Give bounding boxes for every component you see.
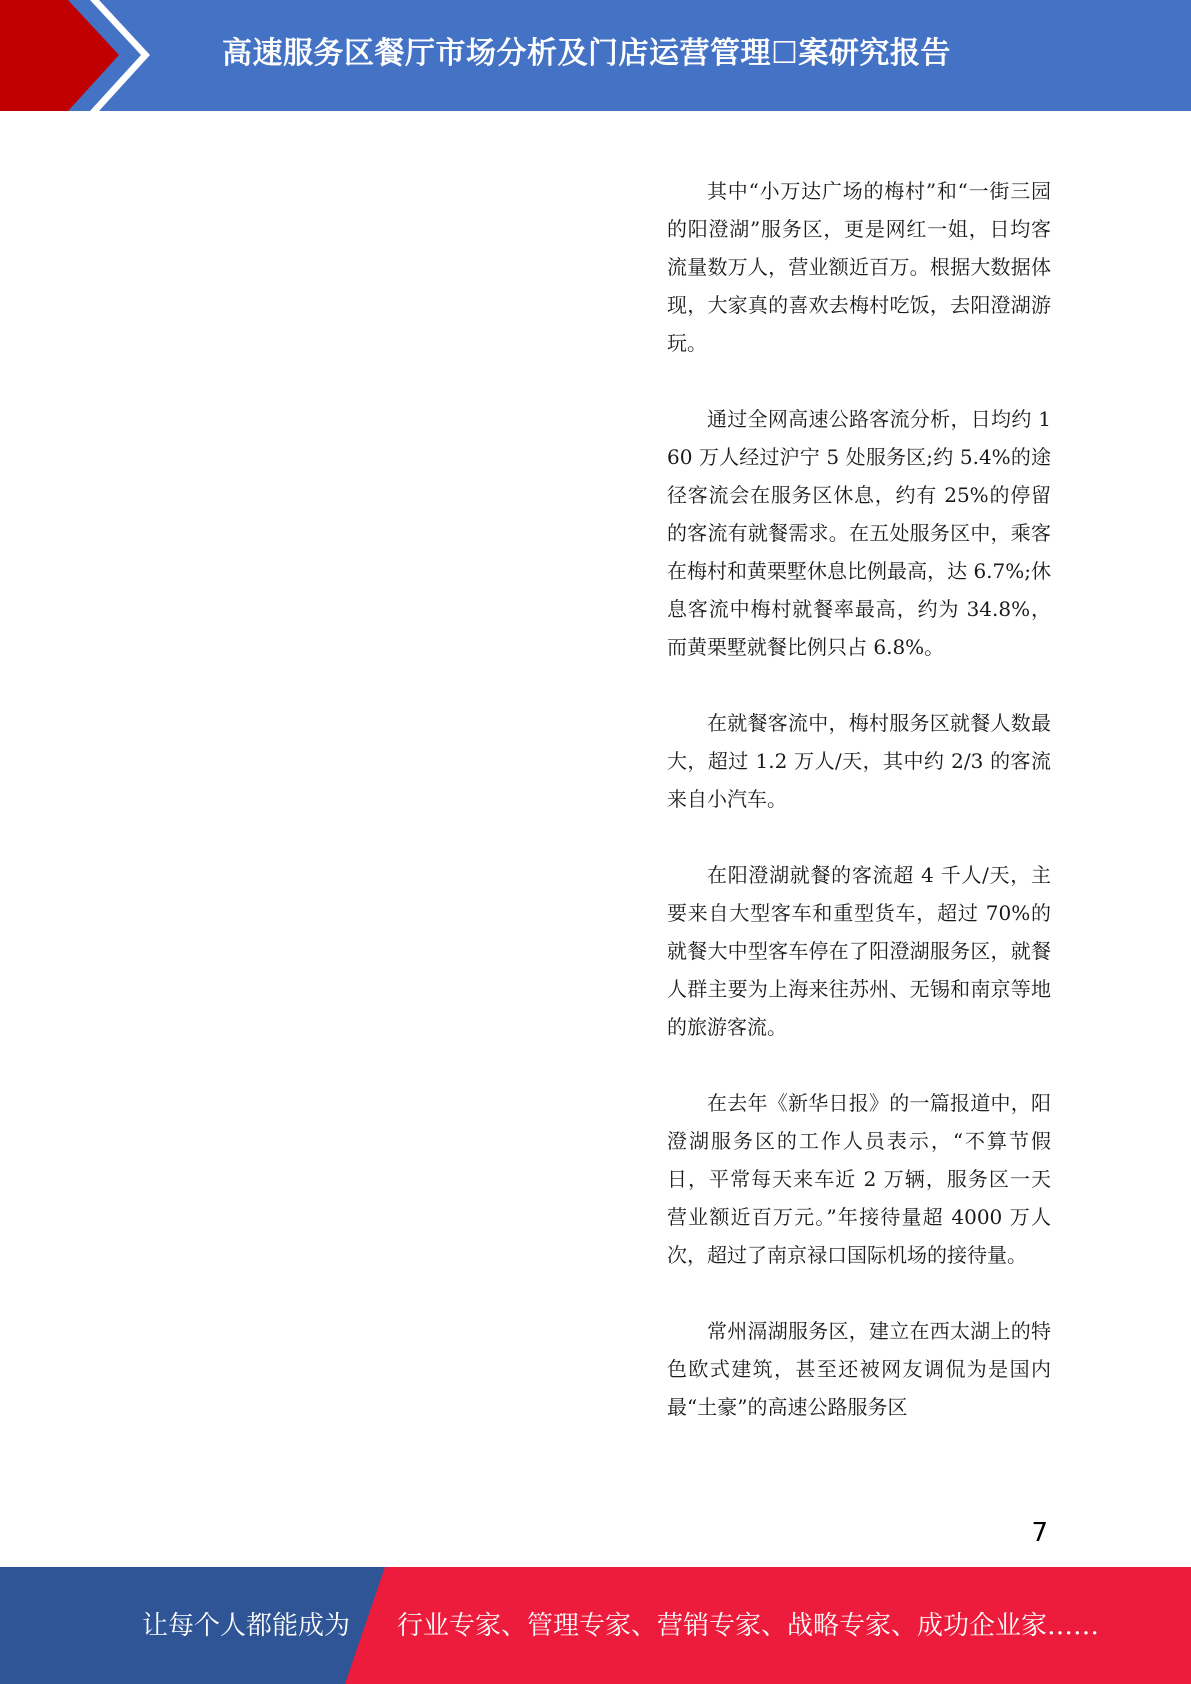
paragraph: 在就餐客流中，梅村服务区就餐人数最大，超过 1.2 万人/天，其中约 2/3 的客流来自小汽车。 [667, 711, 1051, 811]
paragraph: 通过全网高速公路客流分析，日均约 160 万人经过沪宁 5 处服务区;约 5.4%的途径客流会在服务区休息，约有 25%的停留的客流有就餐需求。在五处服务区中，乘客在梅村和黄栗墅休息比例最高，达 6.7%;休息客流中梅村就餐率最高，约为 34.8%，而黄栗墅就餐比例只占 6.8%。 [667, 407, 1051, 659]
paragraph: 其中“小万达广场的梅村”和“一街三园的阳澄湖”服务区，更是网红一姐，日均客流量数万人，营业额近百万。根据大数据体现，大家真的喜欢去梅村吃饭，去阳澄湖游玩。 [667, 179, 1051, 355]
body-text [667, 172, 1051, 1464]
report-title: 高速服务区餐厅市场分析及门店运营管理☐案研究报告 [222, 36, 951, 71]
footer-expert-list: 行业专家、管理专家、营销专家、战略专家、成功企业家…… [397, 1611, 1100, 1641]
paragraph: 在去年《新华日报》的一篇报道中，阳澄湖服务区的工作人员表示，“不算节假日，平常每天来车近 2 万辆，服务区一天营业额近百万元。”年接待量超 4000 万人次，超过了南京禄口国际机场的接待量。 [667, 1091, 1051, 1267]
header-bar [0, 0, 1191, 111]
page-number: 7 [1031, 1518, 1048, 1548]
footer-slogan: 让每个人都能成为 [142, 1611, 351, 1641]
footer-banner [0, 1567, 1191, 1684]
paragraph: 在阳澄湖就餐的客流超 4 千人/天，主要来自大型客车和重型货车，超过 70%的就餐大中型客车停在了阳澄湖服务区，就餐人群主要为上海来往苏州、无锡和南京等地的旅游客流。 [667, 863, 1051, 1039]
chevron-decoration-icon [0, 0, 160, 111]
paragraph: 常州滆湖服务区，建立在西太湖上的特色欧式建筑，甚至还被网友调侃为是国内最“土豪”的高速公路服务区 [667, 1319, 1051, 1419]
